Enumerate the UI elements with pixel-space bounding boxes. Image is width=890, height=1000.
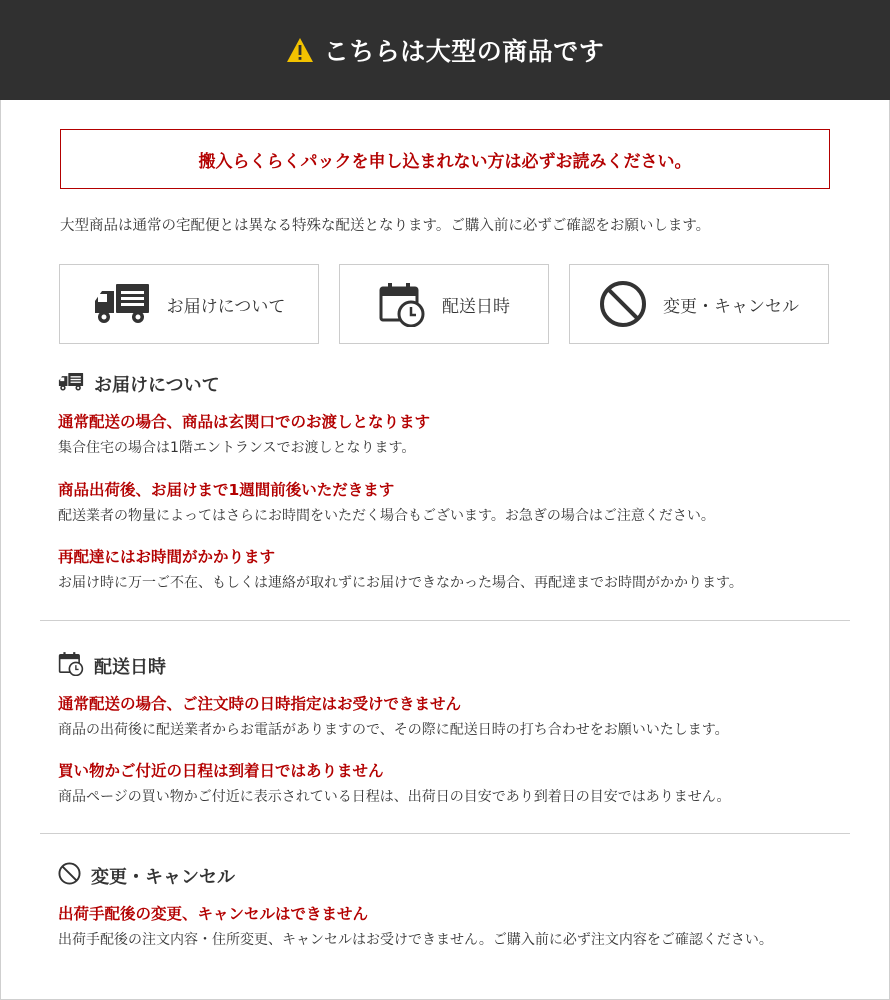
nav-label-cancel: 変更・キャンセル <box>663 296 799 317</box>
item-desc: 配送業者の物量によってはさらにお時間をいただく場合もございます。お急ぎの場合はご注意ください。 <box>58 508 715 524</box>
calendar-clock-icon <box>378 281 426 327</box>
truck-icon <box>93 282 151 326</box>
intro-text: 大型商品は通常の宅配便とは異なる特殊な配送となります。ご購入前に必ずご確認をお願いします。 <box>60 218 711 234</box>
section-title: お届けについて <box>94 375 220 396</box>
item-desc: 出荷手配後の注文内容・住所変更、キャンセルはお受けできません。ご購入前に必ず注文内容をご確認ください。 <box>58 932 773 948</box>
notice-box: 搬入らくらくパックを申し込まれない方は必ずお読みください。 <box>60 129 830 189</box>
section-heading-cancel <box>58 862 235 890</box>
item-title: 買い物かご付近の日程は到着日ではありません <box>58 762 384 780</box>
truck-icon <box>58 372 84 397</box>
list-item <box>58 904 858 950</box>
list-item <box>58 547 858 593</box>
section-title: 配送日時 <box>94 657 166 678</box>
section-heading-schedule <box>58 651 166 681</box>
item-title: 通常配送の場合、ご注文時の日時指定はお受けできません <box>58 695 462 713</box>
list-item <box>58 694 858 740</box>
section-divider <box>40 620 850 621</box>
prohibited-icon <box>58 862 81 890</box>
nav-button-schedule[interactable] <box>339 264 549 344</box>
item-title: 出荷手配後の変更、キャンセルはできません <box>58 905 369 923</box>
header-bar <box>0 0 890 100</box>
item-desc: お届け時に万一ご不在、もしくは連絡が取れずにお届けできなかった場合、再配達までお時間がかかります。 <box>58 575 743 591</box>
section-heading-delivery <box>58 371 220 397</box>
section-divider <box>40 833 850 834</box>
nav-button-delivery[interactable] <box>59 264 319 344</box>
page-title: こちらは大型の商品です <box>323 37 605 66</box>
item-title: 商品出荷後、お届けまで1週間前後いただきます <box>58 481 395 499</box>
item-desc: 集合住宅の場合は1階エントランスでお渡しとなります。 <box>58 440 416 456</box>
list-item <box>58 761 858 807</box>
item-title: 通常配送の場合、商品は玄関口でのお渡しとなります <box>58 413 431 431</box>
nav-label-delivery: お届けについて <box>166 296 286 317</box>
item-title: 再配達にはお時間がかかります <box>58 548 276 566</box>
nav-button-cancel[interactable] <box>569 264 829 344</box>
section-title: 変更・キャンセル <box>91 867 235 888</box>
warning-icon <box>286 37 314 63</box>
item-desc: 商品ページの買い物かご付近に表示されている日程は、出荷日の目安であり到着日の目安ではありません。 <box>58 789 731 805</box>
list-item <box>58 412 858 458</box>
list-item <box>58 480 858 526</box>
nav-label-schedule: 配送日時 <box>442 296 510 317</box>
prohibited-icon <box>599 280 647 328</box>
calendar-clock-icon <box>58 651 84 681</box>
item-desc: 商品の出荷後に配送業者からお電話がありますので、その際に配送日時の打ち合わせをお願いいたします。 <box>58 722 729 738</box>
